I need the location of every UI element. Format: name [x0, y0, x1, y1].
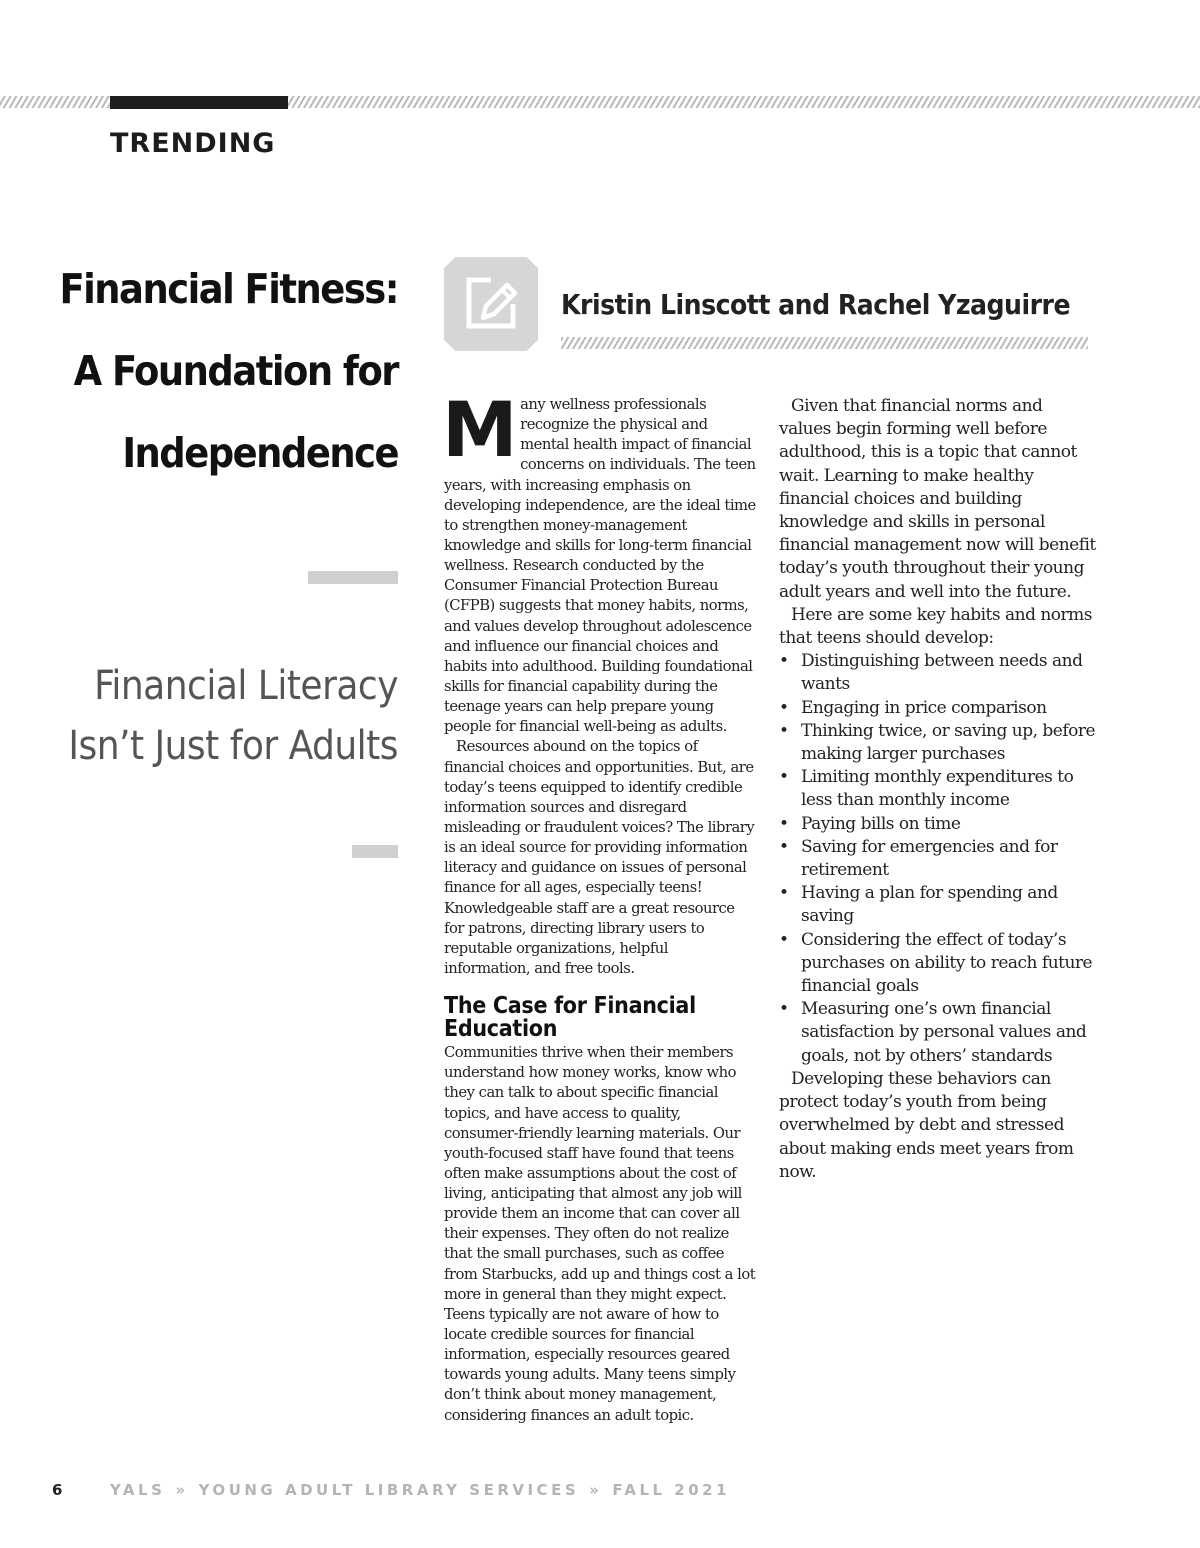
drop-cap: M — [442, 385, 518, 474]
title-rule — [308, 571, 398, 584]
header-accent-bar — [110, 96, 288, 109]
body-paragraph-1-text: any wellness professionals recognize the physical and mental health impact of financial concerns on individuals. The teen years, with increasing emphasis on developing independence, are the ideal time to strengthen money-management knowledge and skills for long-term financial wellness. Research conducted by the Consumer Financial Protection Bureau (CFPB) suggests that money habits, norms, and values develop throughout adolescence and influence our financial choices and habits into adulthood. Building foundational skills for financial capability during the teenage years can help prepare young people for financial well-being as adults. — [444, 396, 756, 736]
body-paragraph-4: Given that financial norms and values begin forming well before adulthood, this is a topic that cannot wait. Learning to make healthy financial choices and building knowledge and skills in personal financial management now will benefit today’s youth throughout their young adult years and well into the future. — [779, 396, 1096, 602]
footer-publication-short: YALS — [110, 1481, 166, 1499]
body-paragraph-2: Resources abound on the topics of financial choices and opportunities. But, are today’s teens equipped to identify credible information sources and disregard misleading or fraudulent voices? The library is an ideal source for providing information literacy and guidance on issues of personal finance for all ages, especially teens! Knowledgeable staff are a great resource for patrons, directing library users to reputable organizations, helpful information, and free tools. — [444, 738, 755, 977]
section-heading: The Case for Financial Education — [444, 993, 696, 1043]
list-item: • Engaging in price comparison — [779, 697, 1097, 720]
page-number: 6 — [52, 1481, 63, 1499]
footer-separator: » — [175, 1481, 189, 1499]
list-item: • Limiting monthly expenditures to less than monthly income — [779, 766, 1097, 812]
footer-publication: YOUNG ADULT LIBRARY SERVICES — [198, 1481, 580, 1499]
footer-separator: » — [589, 1481, 603, 1499]
body-paragraph-5: Here are some key habits and norms that teens should develop: — [779, 604, 1093, 649]
habits-list — [779, 650, 1097, 1068]
list-item: • Considering the effect of today’s purchases on ability to reach future financial goals — [779, 929, 1097, 999]
pencil-edit-icon-graphic — [461, 274, 521, 334]
authors-hatch-rule — [561, 337, 1088, 349]
section-label: TRENDING — [110, 128, 276, 159]
article-authors: Kristin Linscott and Rachel Yzaguirre — [561, 288, 1071, 321]
article-title: Financial Fitness: A Foundation for Independence — [59, 265, 398, 477]
list-item: • Distinguishing between needs and wants — [779, 650, 1097, 696]
body-column-left — [442, 385, 756, 1426]
list-item: • Thinking twice, or saving up, before making larger purchases — [779, 720, 1097, 766]
footer-issue: FALL 2021 — [612, 1481, 731, 1499]
subtitle-rule — [352, 845, 398, 858]
body-paragraph-1 — [442, 385, 756, 737]
list-item: • Paying bills on time — [779, 813, 1097, 836]
pencil-edit-icon — [444, 257, 538, 351]
article-subtitle: Financial Literacy Isn’t Just for Adults — [68, 663, 398, 769]
body-column-right — [779, 395, 1097, 1184]
body-paragraph-6: Developing these behaviors can protect today’s youth from being overwhelmed by debt and stressed about making ends meet years from now. — [779, 1068, 1074, 1182]
list-item: • Having a plan for spending and saving — [779, 882, 1097, 928]
footer-running-head — [110, 1481, 730, 1499]
list-item: • Saving for emergencies and for retirement — [779, 836, 1097, 882]
body-paragraph-3: Communities thrive when their members understand how money works, know who they can talk to about specific financial topics, and have access to quality, consumer-friendly learning materials. Our youth-focused staff have found that teens often make assumptions about the cost of living, anticipating that almost any job will provide them an income that can cover all their expenses. They often do not realize that the small purchases, such as coffee from Starbucks, add up and things cost a lot more in general than they might expect. Teens typically are not aware of how to locate credible sources for financial information, especially resources geared towards young adults. Many teens simply don’t think about money management, considering finances an adult topic. — [444, 1044, 756, 1424]
list-item: • Measuring one’s own financial satisfaction by personal values and goals, not by others’ standards — [779, 998, 1097, 1068]
